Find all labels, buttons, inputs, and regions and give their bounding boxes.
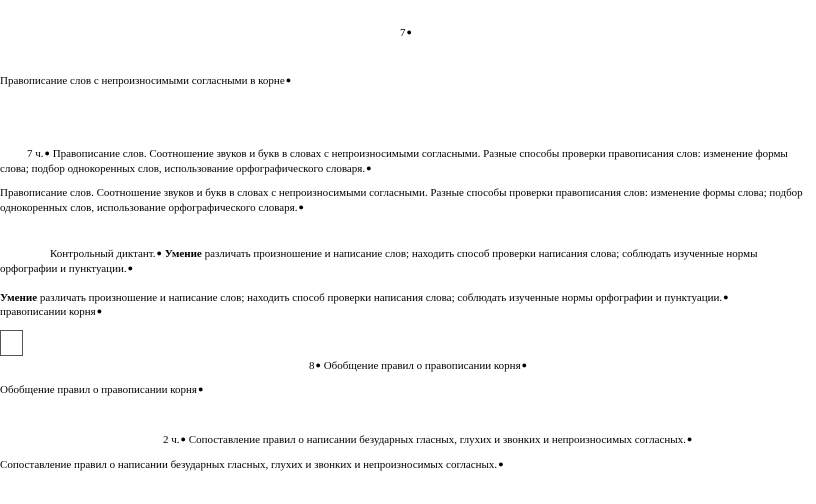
bullet-icon: ● [298, 202, 304, 212]
lesson2-line [309, 358, 527, 373]
topic-heading [0, 73, 291, 88]
lesson1-repeat-text: Правописание слов. Соотношение звуков и букв в словах с непроизносимыми согласными. Разные способы проверки правописания слов: изменение формы слова; подбор однокоренных слов, использование орфографического словаря. [0, 187, 803, 214]
lesson2-repeat-line [0, 382, 203, 397]
fragment-line [0, 304, 102, 319]
lesson1-repeat-paragraph [0, 186, 808, 215]
page-number [400, 25, 412, 40]
bullet-icon: ● [127, 263, 134, 273]
lesson2-title: Обобщение правил о правописании корня [323, 360, 521, 372]
lesson2-repeat-text: Обобщение правил о правописании корня [0, 384, 197, 396]
bullet-icon: ● [44, 148, 50, 158]
bullet-icon: ● [156, 248, 162, 258]
lesson3-title: Сопоставление правил о написании безударных гласных, глухих и звонких и непроизносимых согласных. [188, 434, 686, 446]
bullet-icon: ● [180, 434, 186, 444]
bullet-icon: ● [96, 306, 103, 316]
lesson3-repeat-line [0, 457, 504, 472]
empty-table-cell [0, 330, 23, 356]
bullet-icon: ● [498, 459, 504, 469]
bullet-icon: ● [197, 384, 204, 394]
lesson1-content: Правописание слов. Соотношение звуков и букв в словах с непроизносимыми согласными. Разные способы проверки правописания слов: изменение формы слова; подбор однокоренных слов, использование орфографического словаря. [0, 148, 788, 175]
bullet-icon: ● [521, 360, 528, 370]
lesson3-repeat-text: Сопоставление правил о написании безударных гласных, глухих и звонких и непроизносимых согласных. [0, 459, 498, 471]
skill-repeat-text: различать произношение и написание слов; находить способ проверки написания слова; соблюдать изученные нормы орфографии и пунктуации. [39, 292, 723, 304]
bullet-icon: ● [285, 75, 292, 85]
dictation-skill-text: различать произношение и написание слов; находить способ проверки написания слова; соблюдать изученные нормы орфографии и пунктуации. [0, 248, 758, 275]
dictation-title: Контрольный диктант. [50, 248, 156, 260]
dictation-paragraph [0, 246, 790, 276]
fragment-text: правописании корня [0, 306, 96, 318]
lesson1-hours: 7 ч. [27, 148, 44, 160]
topic-heading-text: Правописание слов с непроизносимыми согласными в корне [0, 75, 285, 87]
skill-repeat-label: Умение [0, 292, 38, 304]
lesson2-number: 8 [309, 360, 315, 372]
bullet-icon: ● [686, 434, 693, 444]
bullet-icon: ● [315, 360, 321, 370]
bullet-icon: ● [723, 292, 729, 302]
dictation-skill-label: Умение [164, 248, 202, 260]
page-number-value: 7 [400, 27, 406, 39]
bullet-icon: ● [366, 163, 372, 173]
lesson1-paragraph [0, 146, 790, 176]
skill-repeat-line [0, 290, 729, 305]
lesson3-line [163, 432, 692, 447]
bullet-icon: ● [406, 27, 412, 37]
lesson3-hours: 2 ч. [163, 434, 180, 446]
